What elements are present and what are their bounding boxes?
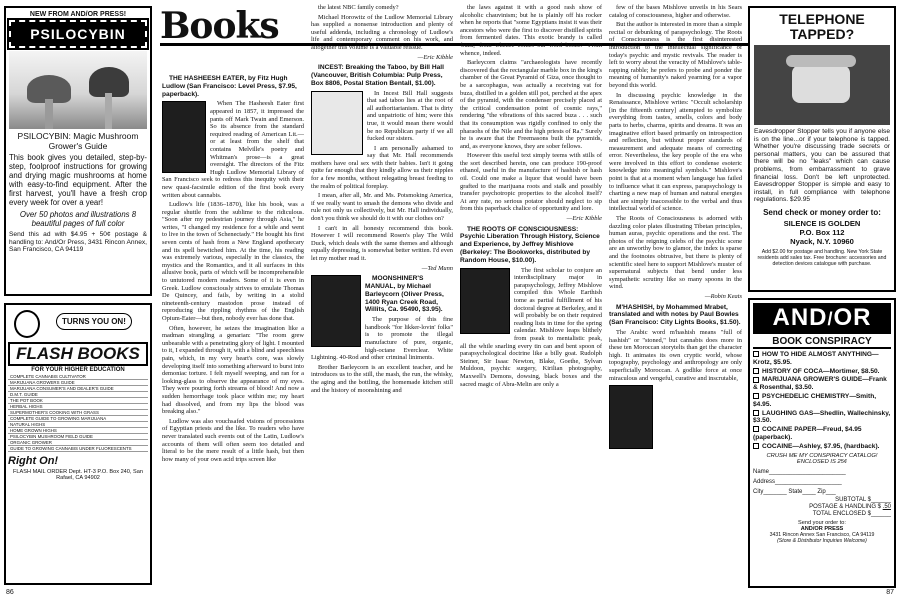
review-heading: MOONSHINER'S MANUAL, by Michael Barleycorn (Oliver Press, 1400 Ryan Creek Road, Willits, Ca. 95490, $3.95). bbox=[365, 275, 444, 314]
flash-book-item: GUIDE TO GROWING CANNABIS UNDER FLUORESCENTS bbox=[8, 446, 148, 452]
address-field[interactable]: Address____________________ bbox=[753, 478, 842, 485]
andor-list bbox=[753, 351, 891, 451]
telephone-ad bbox=[748, 6, 896, 292]
review-signature: —Robin Keats bbox=[704, 292, 742, 300]
flash-cartoon bbox=[8, 307, 148, 341]
telephone-icon bbox=[792, 65, 850, 103]
andor-book-label: COCAINE—Ashley, $7.95, (hardback). bbox=[762, 442, 880, 450]
order-form bbox=[753, 467, 891, 518]
phone-body: Eavesdropper Stopper tells you if anyone else is on the line...or if your telephone is tapped. Whether you're discussing trade secrets or personal matters, you can be assured that there will be no "leaks" which can cause problems, from embarrassment to grave financial loss. Don't be left unprotected. Eavesdropper Stopper is simple and easy to install, in full compliance with telephone regulations. $29.95 bbox=[754, 128, 890, 204]
andor-book-label: LAUGHING GAS—Shedlin, Wallechinsky, $3.50. bbox=[753, 409, 891, 425]
andor-logo-or: OR bbox=[833, 304, 872, 331]
flash-book-item: SUPERMOTHER'S COOKING WITH GRASS bbox=[8, 410, 148, 416]
review-signature: —Ted Munn bbox=[421, 264, 453, 272]
andor-logo-and: AND bbox=[772, 304, 828, 331]
mushroom-stem-icon-2 bbox=[105, 93, 112, 129]
article-column-1 bbox=[162, 72, 304, 594]
article-column-3 bbox=[460, 4, 602, 594]
flash-list bbox=[8, 374, 148, 452]
andor-book-label: COCAINE PAPER—Freud, $4.95 (paperback). bbox=[753, 426, 862, 441]
review-paragraph: Ludlow's life (1836–1870), like his book, was a regular shuttle from the sublime to the ridiculous. "Soon after my pedestrian journey through Asia," he writes, "I changed my residence for a while and went to live in the town of Schenectady." He bought his first seven cents of hash from a New England apothecary and its spell bewitched him. At the time, his reading was extremely various, especially in the classics, the mystics and the Romantics, and it all surfaces in this allusive book, parts of which will be incomprehensible to untutored modern readers. Some of it is even in Greek. Ludlow consciously strives to emulate Thomas De Quincey, and fails, by writing in a stolid nineteenth-century mastodon prose instead of reproducing the rippling rhythms of the English Opium-Eater—but then, nobody ever has done that. bbox=[162, 201, 304, 323]
andor-book-label: HISTORY OF COCA—Mortimer, $8.50. bbox=[762, 367, 880, 375]
flash-book-item: HOME GROWN HIGHS bbox=[8, 428, 148, 434]
review-paragraph: Barleycorn claims "archaeologists have recently discovered that the rectangular marble box in the king's chamber of the Great Pyramid of Giza, once thought to be a sarcophagus, was actually a receiving vat for buza, distilled in a golden still pot, perched at the apex of the pyramid, with the condenser precisely placed at the critical condensation point of cosmic rays," rendering "the vibrations of this sacred buza . . . such that its consumption was rigidly confined to only the pharaohs of the Nile and the high priests of Ra." Surely he is aware that the Freemasons built the pyramids, and, as everyone knows, they are sober fellows. bbox=[460, 59, 602, 150]
flash-book-item: COMPLETE GUIDE TO GROWING MARIJUANA bbox=[8, 416, 148, 422]
flash-right-on: Right On! bbox=[8, 455, 59, 467]
name-field[interactable]: Name_______________________ bbox=[753, 468, 846, 475]
psilo-extra: Over 50 photos and illustrations 8 beautiful pages of full color bbox=[19, 210, 137, 228]
review-paragraph: I can't in all honesty recommend this book. However I will recommend Rosen's play The Wild Duck, which deals with the same themes and although equally depressing, is somewhat better written. I'd even let my mother read it. bbox=[311, 224, 453, 263]
flash-book-item: ORGANIC GROWER bbox=[8, 440, 148, 446]
andor-footer: (Store & Distributor Inquiries Welcome) bbox=[777, 537, 867, 544]
phone-photo bbox=[754, 45, 890, 125]
flash-book-item: THE POT BOOK bbox=[8, 398, 148, 404]
andor-title: BOOK CONSPIRACY bbox=[753, 336, 891, 349]
andor-book-label: PSYCHEDELIC CHEMISTRY—Smith, $4.95. bbox=[753, 392, 877, 408]
section-title: Books bbox=[160, 5, 279, 47]
review-paragraph: In Incest Bill Hall suggests that sad taboo lies at the root of all authoritarianism. That is dirty and unpatriotic of him; were this true, it would mean there would be no Republican party if we all fucked our sisters. bbox=[367, 89, 453, 143]
review-signature: —Eric Kibble bbox=[417, 53, 453, 61]
andor-ad bbox=[748, 298, 896, 588]
review-paragraph: the latest NBC family comedy? bbox=[318, 4, 399, 11]
mushroom-stem-icon bbox=[45, 99, 53, 129]
subtotal-line: SUBTOTAL $______ bbox=[835, 496, 891, 503]
review-heading: THE HASHEESH EATER, by Fitz Hugh Ludlow (San Francisco: Level Press, $7.95, paperback). bbox=[162, 75, 297, 98]
order-checkbox[interactable] bbox=[753, 426, 759, 432]
roots-of-consciousness-cover bbox=[460, 268, 510, 334]
psilo-brand: PSILOCYBIN bbox=[30, 26, 126, 42]
page-number-right: 87 bbox=[886, 589, 894, 596]
andor-send: Send your order to: bbox=[798, 519, 846, 526]
flash-order: FLASH MAIL ORDER Dept. HT-3 P.O. Box 240, San Rafael, CA 94902 bbox=[13, 469, 143, 482]
review-paragraph: Brother Barleycorn is an excellent teacher, and he introduces us to the still, the mash, the run, the whisky, the aging and the bottling, the homemade kitchen still and the history of moonshining and bbox=[311, 363, 453, 394]
phone-send: Send check or money order to: bbox=[763, 207, 881, 217]
review-paragraph: However this useful text simply teems with stills of the sort described herein, one can produce 190-proof ethanol, useful in the manufacture of hashish or hash oil. Could one make a liquor that would have been grafted to the marijuana roots and stalk and possibly transfer psychotropic properties to the alcohol itself? At any rate, no serious potator should neglect to sip from this paperback chalice of opportunity and lore. bbox=[460, 152, 602, 213]
phone-addr3: Nyack, N.Y. 10960 bbox=[790, 236, 854, 246]
flash-book-item: NATURAL HIGHS bbox=[8, 422, 148, 428]
andor-book-item[interactable] bbox=[753, 376, 891, 392]
andor-book-item[interactable] bbox=[753, 393, 891, 409]
review-paragraph: the laws against it with a good rash show of alcoholic chauvinism; but he is plainly off his rocker when he reports that "some Egyptians insist it was their ancestors who were the first to discover distilled spirits from fermented dates. This exotic brandy is called 'buza,' from whence comes our word booze." From whence, indeed. bbox=[460, 4, 602, 57]
review-heading: INCEST: Breaking the Taboo, by Bill Hall (Vancouver, British Columbia: Pulp Press, Box 8806, Postal Station Bentall, $1.00). bbox=[311, 64, 444, 87]
order-checkbox[interactable] bbox=[753, 443, 759, 449]
review-paragraph: Michael Horowitz of the Ludlow Memorial Library has supplied a nonsense introduction and plenty of useful addenda, including a chronology of Ludlow's life and contemporary comment on his work, and altogether this volume is a valuable reissue. bbox=[311, 13, 453, 51]
article-column-2 bbox=[311, 4, 453, 594]
flash-book-item: COMPLETE CANNABIS CULTIVATOR bbox=[8, 374, 148, 380]
flash-sub: FOR YOUR HIGHER EDUCATION bbox=[31, 367, 125, 373]
flash-books-ad bbox=[4, 303, 152, 585]
psilo-logo bbox=[9, 20, 147, 48]
andor-logo: AND/OR bbox=[753, 303, 891, 334]
psilo-title: PSILOCYBIN: Magic Mushroom Grower's Guide bbox=[17, 131, 139, 151]
flash-book-item: D.M.T. GUIDE bbox=[8, 392, 148, 398]
andor-book-item[interactable] bbox=[753, 443, 891, 451]
phone-fine: Add $2.00 for postage and handling. New York State residents add sales tax. Free brochure: accessories and detection devices catalogue with purchase. bbox=[757, 248, 887, 267]
review-paragraph: In discussing psychic knowledge in the Renaissance, Mishlove writes: "Occult scholarship [in the fifteenth century] attempted to symbolize everything from tastes, smells, colors and body parts to herbs, charms, spirits and dreams. It was an imaginative effort based primarily on introspection and reflection, but without proper standards of measurement and adequate means of correcting error. Nevertheless, the key people of the era who were involved in this effort to condense esoteric knowledge into meaningful symbols." Mishlove's point is that at a moment when language has failed to influence what it can express, parapsychology is charting a new map of human and natural energies that are simply inaccessible to the verbal and thus intellectual world of science. bbox=[609, 91, 742, 213]
review-paragraph: I am personally ashamed to say that Mr. Hall recommends mothers have oral sex with their babies. Isn't it going quite far enough that they kindly allow us their nipples for a few months, without relegating breast feeding to the realm of political foreplay. bbox=[311, 144, 453, 190]
mhashish-cover bbox=[609, 385, 653, 449]
review-paragraph: The Roots of Consciousness is adorned with dazzling color plates illustrating Tibetan principles, human auras, psychic operations and the rest. The photos of the reigning celebs of the psychic scene are an unworthy bow to glamor, the index is sparse and the footnotes obtrusive, but there is plenty of scientific steel here to support Mishlove's muster of supernatural subjects that bend under less sympathetic scrutiny like so many spoons in the wind. bbox=[609, 215, 742, 291]
phone-addr1: SILENCE IS GOLDEN bbox=[783, 218, 861, 228]
flash-book-item: MARIJUANA GROWERS GUIDE bbox=[8, 380, 148, 386]
review-paragraph: When The Hasheesh Eater first appeared in 1857, it impressed the pants off Mark Twain and Emerson. So its absence from the standard required reading of American Lit.—or at least from the shelf that contains Melville's poetry and Whitman's prose—is a great oversight. The directors of the Fitz Hugh Ludlow Memorial Library of San Francisco seek to redress this inequity with their new quasi-facsimile edition of the first book every written about cannabis. bbox=[162, 100, 304, 199]
cartoon-head-icon bbox=[14, 310, 40, 338]
order-checkbox[interactable] bbox=[753, 410, 759, 416]
andor-book-item[interactable] bbox=[753, 368, 891, 376]
article-column-4 bbox=[609, 4, 742, 594]
psilo-body: This book gives you detailed, step-by-step, foolproof instructions for growing and drying magic mushrooms at home with easy-to-find equipment. After the first harvest, you'll have a fresh crop every week for over a year! bbox=[9, 153, 147, 207]
review-paragraph: The Arabic word m'hashish means "full of hashish" or "stoned," but cannabis does more in these ten Moroccan storytelts than get the character high. It animates its own cryptic world, whose topography, psychology and anthropology are only superficially Moroccan. A godlike force at once miraculous and vengeful, curative and inscrutable, bbox=[609, 328, 742, 382]
review-paragraph: Often, however, he seizes the imagination like a madman strangling a genarian: "The room grew unbearable with a penetrating glory of light. I mounted to it, I expanded through it, with a blind and speechless pain, which, in my very heart's core, was slowly developing itself into something afterward to burst into demoniac torture. I felt myself weeping, and ran for a looking-glass to observe the appearance of my eyes. They were pouring forth streams of blood! And now a sudden hemorrhage took place within me; my heart had dissolved, and from my lips the blood was breaking also." bbox=[162, 324, 304, 416]
review-paragraph: Ludlow was also vouchsafed visions of processions of Egyptian priests and the like. To readers who have never translated such events out of the Latin, Ludlow's accounts of them will often seem too detailed and literal to be the mere result of a little hash, but then how many of your own acid trips screen like bbox=[162, 417, 304, 463]
psilo-kicker: NEW FROM AND/OR PRESS! bbox=[29, 11, 127, 18]
flash-book-item: MARIJUANA CONSUMER'S AND DEALER'S GUIDE bbox=[8, 386, 148, 392]
phone-addr2: P.O. Box 112 bbox=[799, 227, 845, 237]
handset-icon bbox=[786, 55, 856, 67]
psilocybin-ad bbox=[4, 6, 152, 296]
flash-book-item: PSILOCYBIN MUSHROOM FIELD GUIDE bbox=[8, 434, 148, 440]
andor-book-label: MARIJUANA GROWER'S GUIDE—Frank & Rosenthal, $3.50. bbox=[753, 376, 887, 392]
review-paragraph: few of the bases Mishlove unveils in his Sears catalog of consciousness, higher and otherwise. bbox=[609, 4, 742, 19]
review-paragraph: I mean, after all, Mr. and Ms. Potsmoking America, if we really want to smash the demons who divide and rule not only us collectively, but Mr. Hall individually, don't you think we should do it with our clothes on? bbox=[311, 192, 453, 223]
review-heading: M'HASHISH, by Mohammed Mrabet, translated and with notes by Paul Bowles (San Francisco: City Lights Books, $1.50). bbox=[609, 303, 741, 327]
flash-title: FLASH BOOKS bbox=[8, 342, 148, 366]
review-paragraph: The first scholar to conjure an interdisciplinary major in parapsychology, Jeffrey Mishlove compiled this Whole Earthish tome as partial fulfillment of his doctoral degree at Berkeley, and it will probably be on their required reading lists in time for the spring calendar. Mishlove leaps blithely from pseak to mentalistic peak, all the while snarling every tin can and bent spoon of parapsychological doctrine like a billy goat. Rudolph Steiner, Sir Isaac Newton, Blake, Goethe, Sylvan Muldoon, psychic surgery, Kirilian photography, Maxwell's Demons, dowsing, black boxes and the sacred magic of Abra-Melin are only a bbox=[460, 266, 602, 388]
mushroom-photo bbox=[9, 51, 147, 129]
total-line: TOTAL ENCLOSED $______ bbox=[812, 510, 891, 517]
review-paragraph: But the author is interested in more than a simple recital or debunking of parapsychology. The Roots of Consciousness is the first disinterested introduction to the intellectual significance of today's psychic and mystic revivals. The reader is left to worry about the veracity of Mishlove's table-rapping rabble; he prefers to probe and ponder the meaning of humanity's naked yearning for a vapor beyond this world. bbox=[609, 21, 742, 89]
order-checkbox[interactable] bbox=[753, 393, 759, 399]
moonshiners-manual-cover bbox=[311, 275, 361, 347]
flash-book-item: HERBAL HIGHS bbox=[8, 404, 148, 410]
incest-book-cover bbox=[311, 91, 363, 155]
psilo-order: Send this ad with $4.95 + 50¢ postage & handling to: And/Or Press, 3431 Rincon Annex, San Francisco, CA 94119 bbox=[9, 231, 147, 254]
review-paragraph: The purpose of this fine handbook "for likker-lovin' folks" is to promote the illegal manufacture of pure, organic, high-octane Everclear. White Lightning. 40-Rod and other criminal liniments. bbox=[311, 316, 453, 362]
andor-book-label: HOW TO HIDE ALMOST ANYTHING—Krotz, $5.95. bbox=[753, 351, 879, 366]
review-signature: —Eric Kibble bbox=[566, 215, 602, 223]
andor-press-addr: 3431 Rincon Annex San Francisco, CA 94119 bbox=[769, 531, 875, 538]
phone-title: TELEPHONE TAPPED? bbox=[779, 11, 865, 42]
order-checkbox[interactable] bbox=[753, 377, 759, 383]
review-heading: THE ROOTS OF CONSCIOUSNESS: Psychic Liberation Through History, Science and Experience, by Jeffrey Mishlove (Berkeley: The Bookworks, distributed by Random House, $10.00). bbox=[460, 225, 600, 264]
page-number-left: 86 bbox=[6, 589, 14, 596]
andor-book-item[interactable] bbox=[753, 351, 891, 367]
postage-line: POSTAGE & HANDLING $ .50 bbox=[809, 503, 891, 510]
order-checkbox[interactable] bbox=[753, 368, 759, 374]
hasheesh-eater-cover bbox=[162, 101, 206, 173]
andor-book-item[interactable] bbox=[753, 410, 891, 426]
andor-press: AND/OR PRESS bbox=[800, 525, 844, 532]
city-field[interactable]: City_______ State____ Zip___ bbox=[753, 488, 836, 495]
order-checkbox[interactable] bbox=[753, 351, 759, 357]
flash-bubble: TURNS YOU ON! bbox=[56, 313, 132, 330]
andor-book-item[interactable] bbox=[753, 426, 891, 442]
andor-note: CRUSH ME MY CONSPIRACY CATALOG! ENCLOSED IS 25¢ bbox=[766, 452, 878, 465]
